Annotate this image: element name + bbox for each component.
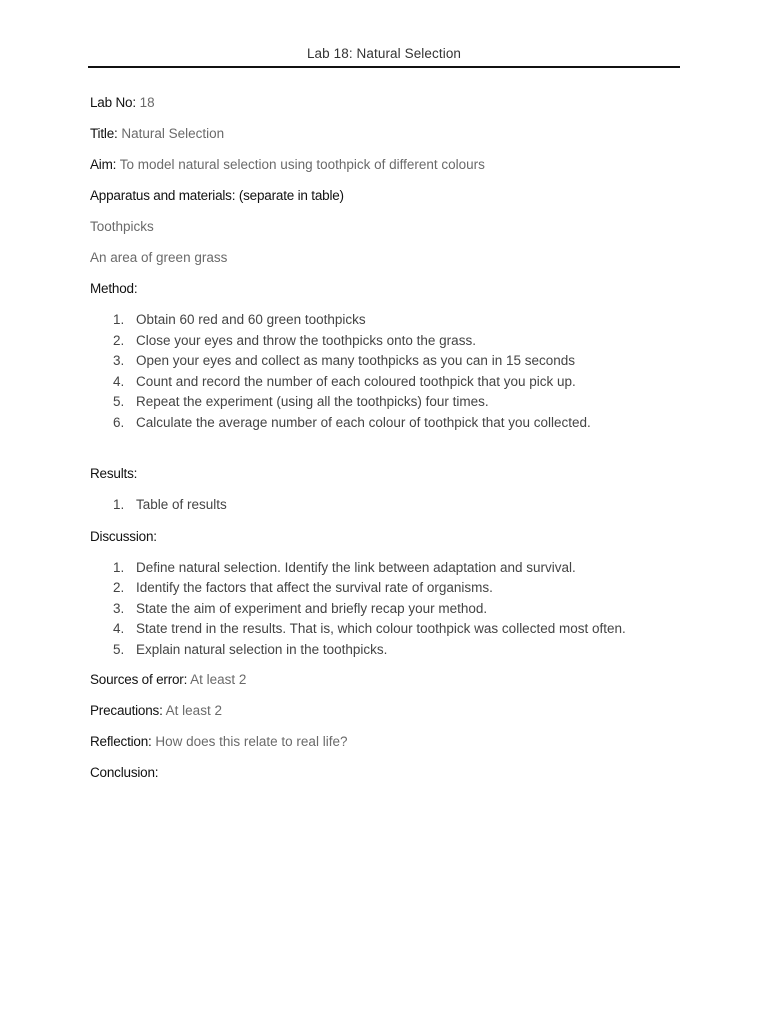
discussion-item: 5. Explain natural selection in the toothpicks. xyxy=(113,641,388,657)
precautions-line xyxy=(90,701,690,732)
discussion-label: Discussion: xyxy=(90,528,157,544)
sources-of-error-line xyxy=(90,670,690,701)
discussion-heading xyxy=(90,527,690,558)
page-header-title: Lab 18: Natural Selection xyxy=(306,46,462,61)
results-heading xyxy=(90,464,690,495)
aim-value: To model natural selection using toothpick of different colours xyxy=(119,157,485,172)
method-step: 5. Repeat the experiment (using all the toothpicks) four times. xyxy=(113,394,489,409)
title-label: Title: xyxy=(90,126,118,141)
lab-no-label: Lab No: xyxy=(90,95,136,110)
lab-report-body xyxy=(90,93,690,794)
results-item: 1. Table of results xyxy=(113,497,227,512)
reflection-label: Reflection: xyxy=(90,734,152,749)
method-step: 4. Count and record the number of each coloured toothpick that you pick up. xyxy=(113,373,576,389)
reflection-value: How does this relate to real life? xyxy=(155,734,348,749)
discussion-item: 2. Identify the factors that affect the survival rate of organisms. xyxy=(113,580,493,595)
discussion-item: 3. State the aim of experiment and briefly recap your method. xyxy=(113,600,488,616)
conclusion-line xyxy=(90,763,690,794)
conclusion-label: Conclusion: xyxy=(90,765,159,780)
title-line xyxy=(90,124,690,155)
method-list xyxy=(90,310,690,433)
method-label: Method: xyxy=(90,281,138,296)
method-heading xyxy=(90,279,690,310)
material-item: Toothpicks xyxy=(90,219,154,234)
title-value: Natural Selection xyxy=(121,126,225,141)
method-step: 3. Open your eyes and collect as many toothpicks as you can in 15 seconds xyxy=(113,353,576,368)
method-step: 2. Close your eyes and throw the toothpicks onto the grass. xyxy=(113,332,476,348)
header-divider xyxy=(88,66,680,68)
sources-of-error-label: Sources of error: xyxy=(90,672,188,687)
lab-no-value: 18 xyxy=(139,95,155,110)
aim-label: Aim: xyxy=(90,157,117,172)
material-item: An area of green grass xyxy=(90,250,228,265)
apparatus-label: Apparatus and materials: (separate in table) xyxy=(90,188,344,203)
results-label: Results: xyxy=(90,466,138,481)
lab-no-line xyxy=(90,93,690,124)
apparatus-line xyxy=(90,186,690,217)
sources-of-error-value: At least 2 xyxy=(190,672,247,687)
reflection-line xyxy=(90,732,690,763)
results-list xyxy=(90,495,690,516)
discussion-list xyxy=(90,558,690,661)
discussion-item: 1. Define natural selection. Identify the link between adaptation and survival. xyxy=(113,559,576,575)
precautions-value: At least 2 xyxy=(165,703,222,718)
method-step: 1. Obtain 60 red and 60 green toothpicks xyxy=(113,312,366,327)
method-step: 6. Calculate the average number of each colour of toothpick that you collected. xyxy=(113,414,591,430)
aim-line xyxy=(90,155,690,186)
precautions-label: Precautions: xyxy=(90,703,163,718)
discussion-item: 4. State trend in the results. That is, which colour toothpick was collected most often. xyxy=(113,621,626,636)
